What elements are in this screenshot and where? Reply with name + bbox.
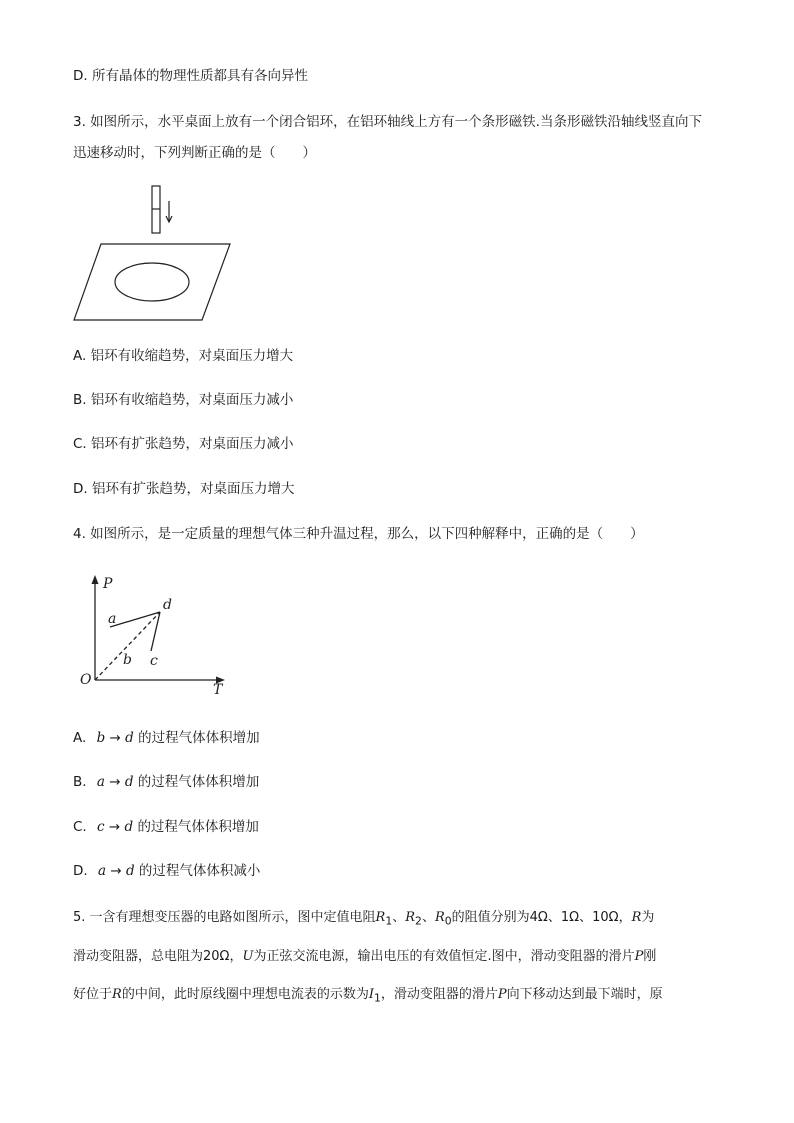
resistor-r1: R [375,910,386,925]
separator: 、 [392,910,406,925]
text-run: 好位于 [73,987,113,1002]
resistor-r2: R [405,910,416,925]
t-axis-label: T [213,682,223,698]
table-surface [74,244,230,320]
separator: 、 [421,910,435,925]
value-r2: 1Ω [560,910,580,925]
option-text: 的过程气体体积增加 [137,819,259,835]
option-letter: B. [73,774,87,790]
slider-p: P [634,949,644,964]
text-run: 5. 一含有理想变压器的电路如图所示，图中定值电阻 [73,910,376,925]
point-c-label: c [150,653,158,669]
text-run: 向下移动达到最下端时，原 [506,987,663,1002]
value-r1: 4Ω [529,910,548,925]
value-total-resistance: 20Ω [203,949,230,964]
text-run: 的中间，此时原线圈中理想电流表的示数为 [121,987,369,1002]
point-b-label: b [123,652,132,668]
q4-option-b [73,772,259,792]
rheostat-r: R [631,910,642,925]
q3-stem-line2: 迅速移动时，下列判断正确的是（ ） [73,145,316,161]
point-d-label: d [163,597,172,613]
q5-stem-line3 [73,985,663,1009]
t-axis [95,677,225,684]
p-axis [92,575,99,680]
text-run: 刚 [643,949,657,964]
subscript: 2 [415,914,422,928]
q3-option-c: C. 铝环有扩张趋势，对桌面压力减小 [73,436,294,452]
q3-magnet-ring-figure [72,184,234,326]
text-run: 为 [641,910,655,925]
from-state: a [97,863,107,879]
to-state: d [125,730,134,746]
arrow: → [110,863,122,879]
subscript: 1 [373,991,381,1005]
text-run: ， [229,949,243,964]
separator: 、 [579,910,593,925]
text-run: 的阻值分别为 [451,910,530,925]
current-i1: I [368,987,374,1002]
q5-stem-line1 [73,908,654,932]
q3-option-a: A. 铝环有收缩趋势，对桌面压力增大 [73,348,294,364]
to-state: d [125,863,135,879]
q4-pt-diagram [74,572,230,698]
q4-stem: 4. 如图所示，是一定质量的理想气体三种升温过程，那么，以下四种解释中，正确的是（ ） [73,526,644,542]
arrow: → [108,819,121,835]
voltage-u: U [242,949,254,964]
arrow: → [109,774,121,790]
arrow: → [109,730,121,746]
from-state: b [96,730,106,746]
p-axis-label: P [103,576,113,592]
q2-option-d: D. 所有晶体的物理性质都具有各向异性 [73,68,308,84]
from-state: a [96,774,105,790]
text-run: 为正弦交流电源，输出电压的有效值恒定.图中，滑动变阻器的滑片 [253,949,635,964]
q3-option-d: D. 铝环有扩张趋势，对桌面压力增大 [73,481,295,497]
to-state: d [124,774,134,790]
text-run: ，滑动变阻器的滑片 [380,987,498,1002]
text-run: 滑动变阻器，总电阻为 [73,949,204,964]
q4-option-a [73,728,260,748]
option-text: 的过程气体体积减小 [138,863,261,879]
from-state: c [97,819,105,835]
q4-option-d [73,861,260,881]
separator: 、 [547,910,561,925]
q3-option-b: B. 铝环有收缩趋势，对桌面压力减小 [73,392,294,408]
aluminum-ring [115,263,189,301]
resistor-r0: R [434,910,445,925]
q4-option-c [73,817,259,837]
separator: ， [618,910,632,925]
q3-stem-line1: 3. 如图所示，水平桌面上放有一个闭合铝环，在铝环轴线上方有一个条形磁铁.当条形磁铁沿轴线竖直向下 [73,114,702,130]
downward-arrow [166,201,172,222]
origin-label: O [80,672,92,688]
subscript: 1 [385,914,393,928]
process-line-c-d [151,612,160,651]
subscript: 0 [444,914,452,928]
bar-magnet [152,186,160,233]
q5-stem-line2 [73,947,656,967]
value-r0: 10Ω [592,910,619,925]
option-letter: D. [73,863,88,879]
to-state: d [124,819,134,835]
slider-p: P [497,987,507,1002]
option-letter: A. [73,730,87,746]
rheostat-r: R [112,987,122,1002]
point-a-label: a [108,611,117,627]
option-text: 的过程气体体积增加 [138,730,260,746]
option-letter: C. [73,819,87,835]
process-line-a-d [110,612,160,627]
option-text: 的过程气体体积增加 [137,774,260,790]
